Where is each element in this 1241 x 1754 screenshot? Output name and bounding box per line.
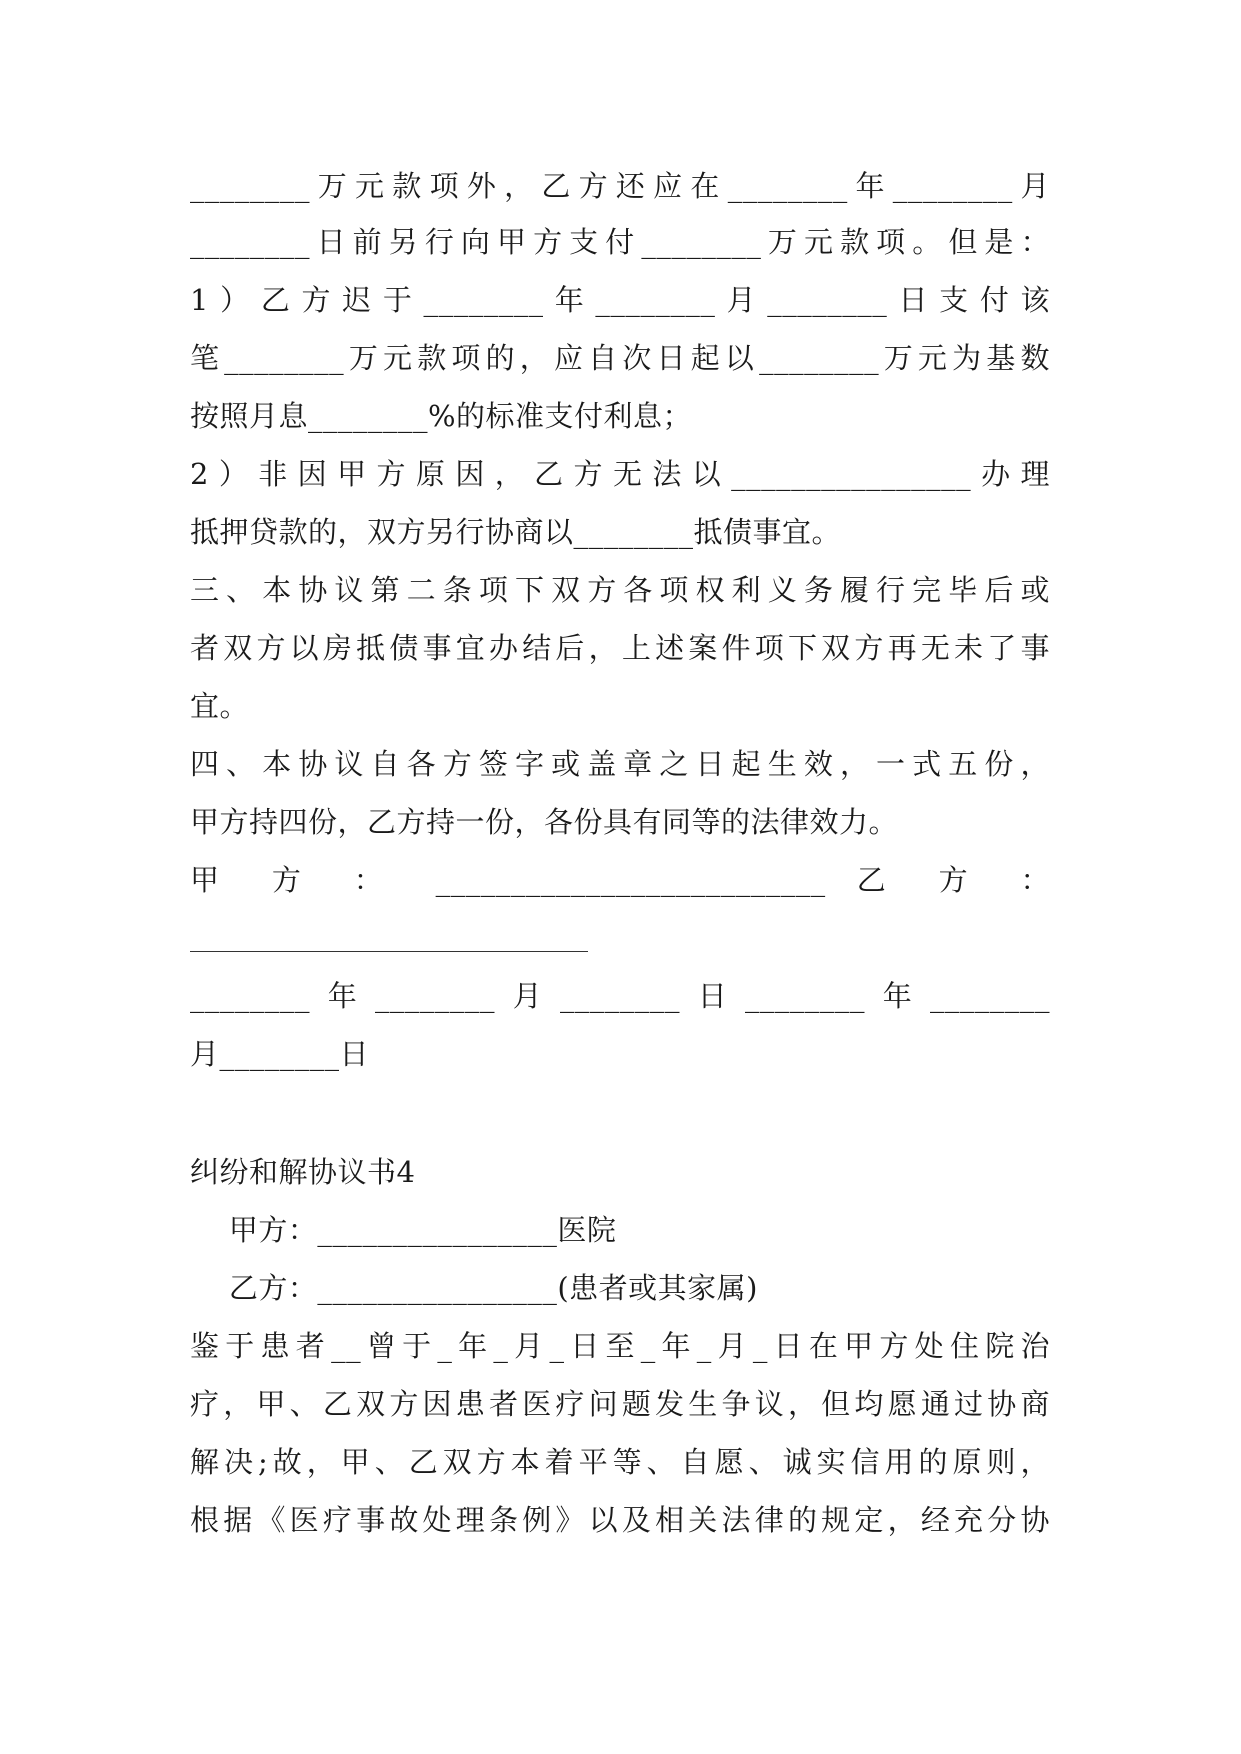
party-b-line: 乙方：________________(患者或其家属) xyxy=(190,1271,759,1305)
section-title: 纠纷和解协议书4 xyxy=(190,1155,416,1189)
text-line-9: 者双方以房抵债事宜办结后，上述案件项下双方再无未了事 xyxy=(190,631,1050,665)
party-a-line: 甲方：________________医院 xyxy=(190,1213,617,1247)
text-line-4: 笔________万元款项的，应自次日起以________万元为基数 xyxy=(190,341,1050,375)
text-line-10: 宜。 xyxy=(190,689,250,723)
text-line-1: ________万元款项外，乙方还应在________年________月 xyxy=(190,169,1050,203)
text-line-11: 四、本协议自各方签字或盖章之日起生效，一式五份， xyxy=(190,747,1050,781)
text-line-19: 鉴于患者__曾于_年_月_日至_年_月_日在甲方处住院治 xyxy=(190,1329,1050,1363)
text-line-21: 解决;故，甲、乙双方本着平等、自愿、诚实信用的原则， xyxy=(190,1445,1050,1479)
text-line-5: 按照月息________%的标准支付利息； xyxy=(190,399,693,433)
date-line-2: 月________日 xyxy=(190,1037,370,1071)
text-line-22: 根据《医疗事故处理条例》以及相关法律的规定，经充分协 xyxy=(190,1503,1050,1537)
signature-blank-underline xyxy=(190,951,588,952)
signature-line: 甲 方 ： __________________________ 乙 方 ： xyxy=(190,863,1050,897)
text-line-2: ________日前另行向甲方支付________万元款项。但是： xyxy=(190,225,1050,259)
text-line-6: 2）非因甲方原因，乙方无法以________________办理 xyxy=(190,457,1050,491)
text-line-7: 抵押贷款的，双方另行协商以________抵债事宜。 xyxy=(190,515,842,549)
text-line-20: 疗，甲、乙双方因患者医疗问题发生争议，但均愿通过协商 xyxy=(190,1387,1050,1421)
text-line-3: 1）乙方迟于________年________月________日支付该 xyxy=(190,283,1050,317)
text-line-8: 三、本协议第二条项下双方各项权利义务履行完毕后或 xyxy=(190,573,1050,607)
date-line-1: ________年________月________日________年________ xyxy=(190,979,1050,1013)
text-line-12: 甲方持四份，乙方持一份，各份具有同等的法律效力。 xyxy=(190,805,899,839)
